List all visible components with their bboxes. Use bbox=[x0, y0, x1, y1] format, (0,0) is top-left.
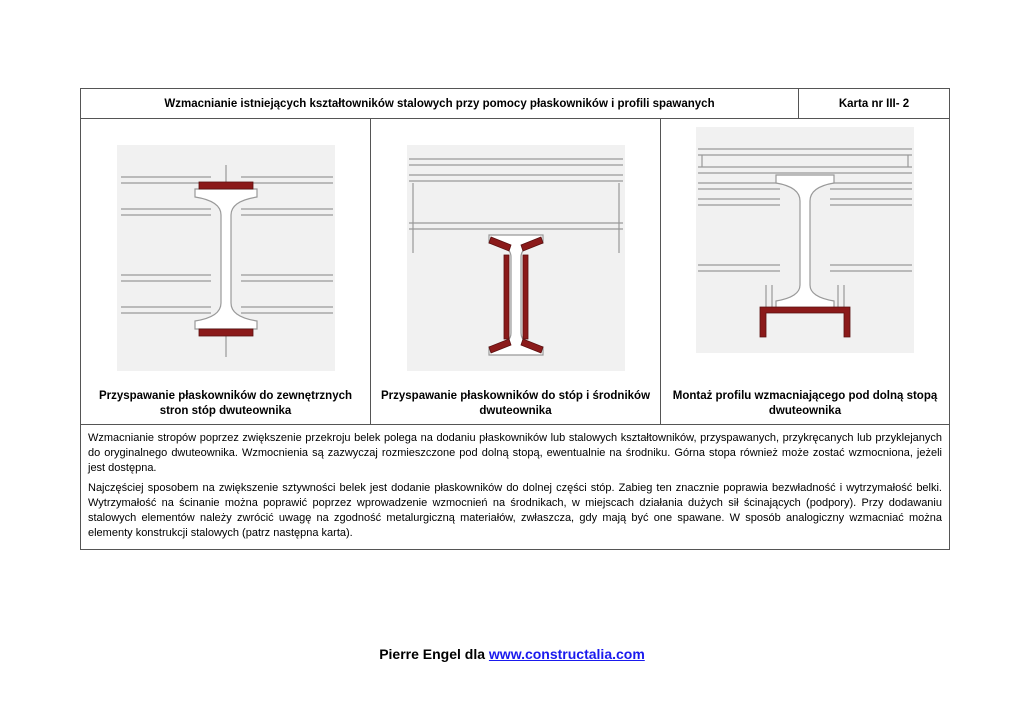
description-paragraph-2: Najczęściej sposobem na zwiększenie sztywności belek jest dodanie płaskowników do dolnej części stóp. Zabieg ten znacznie poprawia bezwładność i wytrzymałość belki. Wytrzymałość na ścinanie można poprawić poprzez wprowadzenie wzmocnień na środnikach, w miejscach działania dużych sił ścinających (podpory). Przy dodawaniu stalowych elementów należy zwrócić uwagę na zgodność metalurgiczną materiałów, zwłaszcza, gdy mają być one spawane. W sposób analogiczny wzmacniać można elementy konstrukcji stalowych (patrz następna karta). bbox=[88, 482, 942, 539]
beam-flange-web-plates-icon bbox=[401, 125, 631, 377]
reinforcement-card bbox=[80, 88, 950, 550]
figure-caption-2: Przyspawanie płaskowników do stóp i środników dwuteownika bbox=[380, 390, 651, 417]
footer bbox=[0, 646, 1024, 662]
card-number: Karta nr III- 2 bbox=[838, 97, 910, 110]
description bbox=[81, 425, 949, 549]
footer-author: Pierre Engel dla bbox=[379, 646, 489, 662]
figures-row bbox=[81, 119, 949, 425]
beam-flange-plates-icon bbox=[111, 125, 341, 377]
figure-caption-3: Montaż profilu wzmacniającego pod dolną stopą dwuteownika bbox=[672, 390, 938, 417]
description-paragraph-1: Wzmacnianie stropów poprzez zwiększenie przekroju belek polega na dodaniu płaskowników lub stalowych kształtowników, przyspawanych, przykręcanych lub przyklejanych do oryginalnego dwuteownika. Wzmocnienia są zazwyczaj rozmieszczone pod dolną stopą, ewentualnie na środniku. Górna stopa również może zostać wzmocniona, jeżeli jest dostępna. bbox=[88, 432, 942, 474]
figure-cell-3 bbox=[661, 119, 949, 424]
footer-link[interactable]: www.constructalia.com bbox=[488, 646, 645, 662]
figure-caption-1: Przyspawanie płaskowników do zewnętrznych stron stóp dwuteownika bbox=[98, 390, 353, 417]
card-header bbox=[81, 89, 949, 119]
figure-cell-1 bbox=[81, 119, 371, 424]
figure-cell-2 bbox=[371, 119, 661, 424]
card-title: Wzmacnianie istniejących kształtowników stalowych przy pomocy płaskowników i profili spawanych bbox=[81, 89, 799, 118]
beam-bottom-profile-icon bbox=[690, 125, 920, 377]
